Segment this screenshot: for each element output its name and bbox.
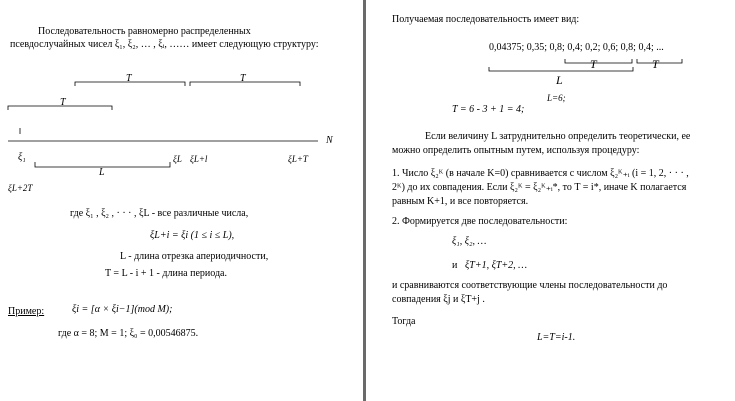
seq-label-l: L [556, 73, 563, 87]
xi-l-plus-2t: ξL+2T [8, 183, 33, 193]
example-formula: ξi = [α × ξi−1](mod M); [72, 304, 173, 315]
step1-line-2: 2ᴷ) до их совпадения. Если ξ₂ᴷ = ξ₂ᴷ₊ᵢ*, то T = i*, иначе K полагается [392, 182, 687, 193]
compare-line-1: и сравниваются соответствующие члены последовательности до [392, 280, 668, 291]
xi-l-plus-t: ξL+T [288, 154, 308, 164]
left-page [0, 0, 363, 401]
l-definition: L - длина отрезка апериодичности, [120, 251, 269, 262]
final-formula: L=T=i-1. [537, 332, 576, 343]
seq-brace-t1 [565, 59, 632, 63]
label-t2: T [240, 73, 246, 84]
seq-brace-t2 [637, 59, 682, 63]
seq-brace-l [489, 67, 633, 71]
equality-line: ξL+i = ξi (1 ≤ i ≤ L), [150, 230, 235, 241]
label-l: L [99, 167, 105, 178]
xi-l: ξL [173, 154, 182, 164]
compare-line-2: совпадения ξj и ξT+j . [392, 294, 485, 305]
intro-line-2: псевдослучайных чисел ξ₁, ξ₂, … , ξᵢ, …… имеет следующую структуру: [10, 39, 319, 50]
example-label: Пример: [8, 306, 45, 317]
xi-1: ξ₁ [18, 152, 26, 163]
example-params: где α = 8; M = 1; ξ₀ = 0,00546875. [58, 328, 199, 339]
step2-line: 2. Формируется две последовательности: [392, 216, 568, 227]
step1-line-3: равным K+1, и все повторяется. [392, 196, 529, 207]
t-definition: T = L - i + 1 - длина периода. [105, 268, 227, 279]
seq-label-t1: T [590, 57, 597, 71]
label-t3: T [60, 97, 66, 108]
sequence-b: ξT+1, ξT+2, … [465, 260, 528, 271]
para1-line-1: Если величину L затруднительно определить теоретически, ее [425, 131, 691, 142]
xi-l-plus-1: ξL+l [190, 154, 208, 164]
sequence-a: ξ₁, ξ₂, … [452, 236, 487, 247]
sequence-values: 0,04375; 0,35; 0,8; 0,4; 0,2; 0,6; 0,8; 0,4; ... [489, 42, 664, 53]
l-value: L=6; [547, 93, 566, 103]
sequence-b-and: и [452, 260, 458, 271]
then-label: Тогда [392, 316, 416, 327]
seq-label-t2: T [652, 57, 659, 71]
sequence-structure-diagram [0, 0, 363, 401]
right-heading: Получаемая последовательность имеет вид: [392, 14, 580, 25]
where-line: где ξ₁ , ξ₂ , · · · , ξL - все различные числа, [70, 208, 249, 219]
t-calculation: T = 6 - 3 + 1 = 4; [452, 104, 525, 115]
axis-label-n: N [326, 135, 333, 146]
label-t1: T [126, 73, 132, 84]
right-page [367, 0, 735, 401]
para1-line-2: можно определить опытным путем, используя процедуру: [392, 145, 640, 156]
intro-line-1: Последовательность равномерно распределенных [38, 26, 251, 37]
step1-line-1: 1. Число ξ₂ᴷ (в начале K=0) сравнивается с числом ξ₂ᴷ₊ᵢ (i = 1, 2, · · · , [392, 168, 689, 179]
